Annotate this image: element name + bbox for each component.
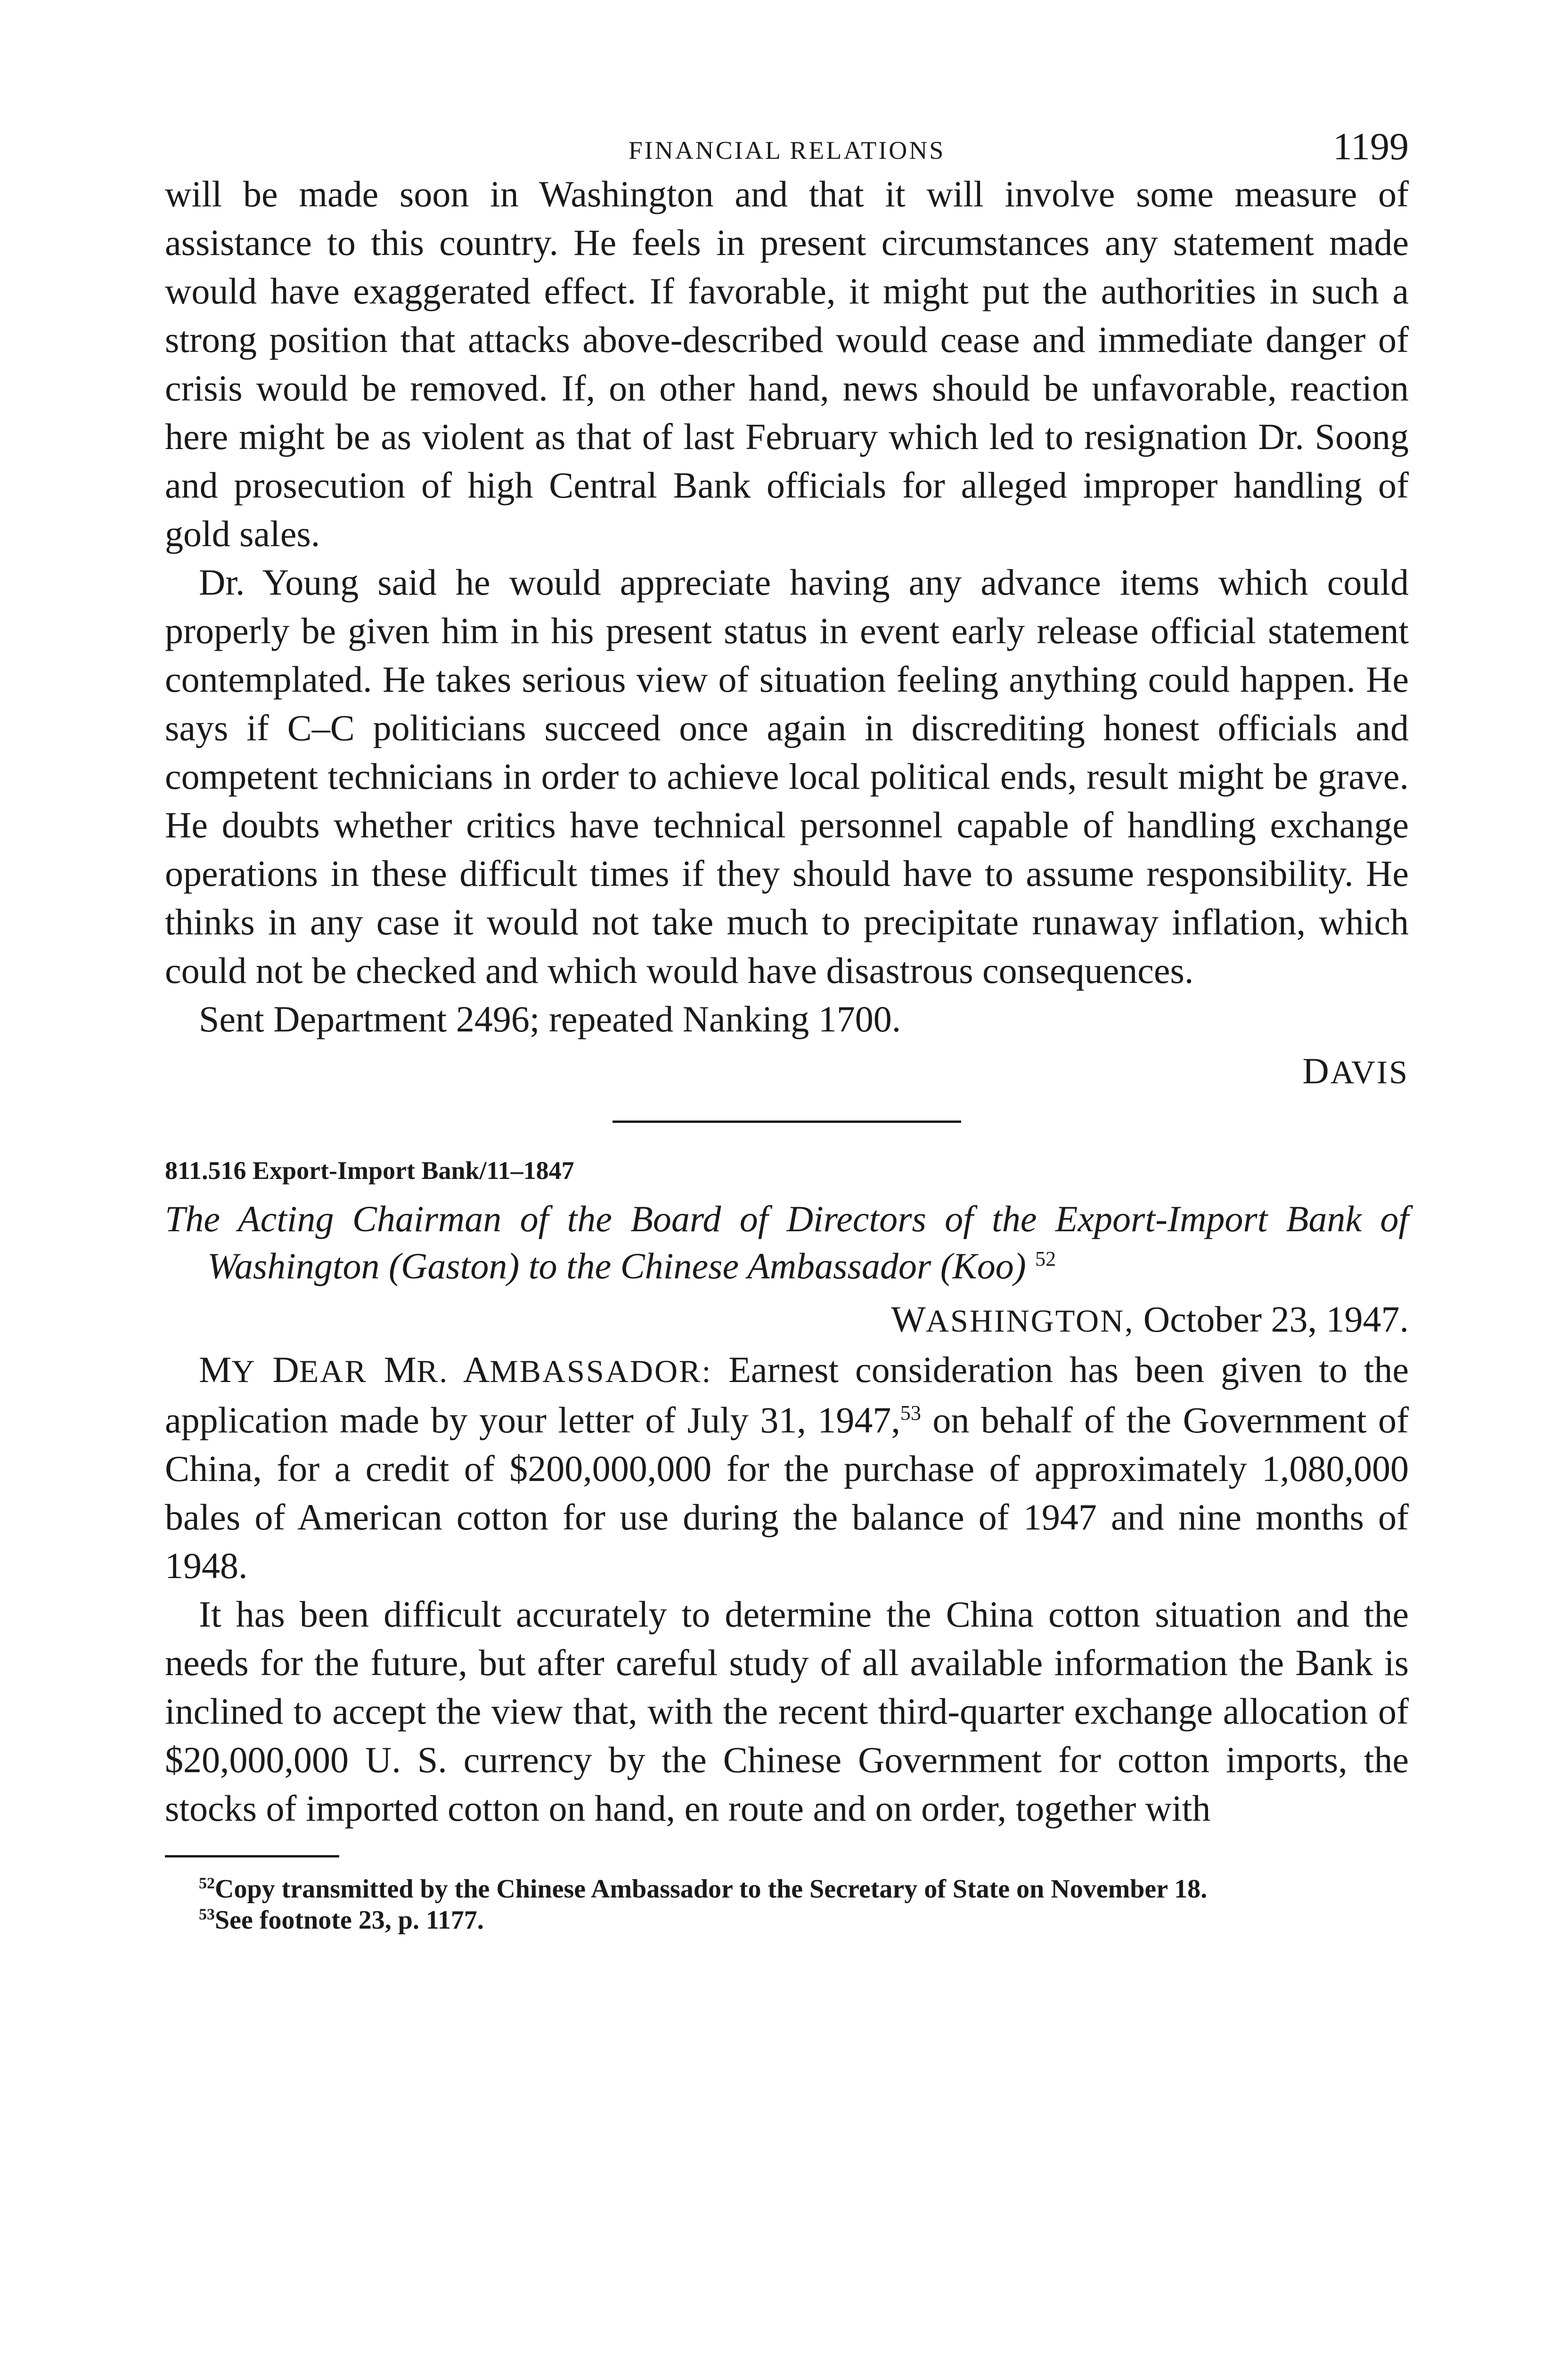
footnote-ref: 53 — [900, 1401, 921, 1424]
paragraph: It has been difficult accurately to determine the China cotton situation and the needs for the future, but after careful study of all available information the Bank is inclined to accept the view that, with the recent third-quarter exchange allocation of $20,000,000 U. S. currency by the Chinese Government for cotton imports, the stocks of imported cotton on hand, en route and on order, together with — [165, 1594, 1409, 1829]
footnote-divider — [165, 1855, 339, 1857]
signature — [165, 1050, 1409, 1097]
salutation — [199, 1349, 712, 1390]
footnote — [165, 1905, 1409, 1936]
document-title — [165, 1195, 1409, 1290]
document-title-text: The Acting Chairman of the Board of Directors of the Export-Import Bank of Washington (Gaston) to the Chinese Ambassador (Koo) — [165, 1198, 1409, 1286]
dateline-date: October 23, 1947. — [1143, 1299, 1409, 1340]
running-header — [165, 118, 1409, 170]
paragraph — [165, 1345, 1409, 1590]
salutation-rest: EAR — [299, 1353, 368, 1389]
footnote — [165, 1873, 1409, 1905]
paragraph: Sent Department 2496; repeated Nanking 1700. — [199, 998, 901, 1039]
telegram-continuation — [165, 170, 1409, 1043]
paragraph-text: Earnest consideration has been given to the application made by your letter of July 31, 1947, — [165, 1349, 1409, 1440]
running-title: FINANCIAL RELATIONS — [628, 136, 946, 164]
file-number: 811.516 Export-Import Bank/11–1847 — [165, 1156, 574, 1185]
signature-initial: D — [1302, 1050, 1331, 1091]
page — [165, 118, 1409, 1936]
paragraph: will be made soon in Washington and that it will involve some measure of assistance to this country. He feels in present circumstances any statement made would have exaggerated effect. If favorable, it might put the authorities in such a strong position that attacks above-described would cease and immediate danger of crisis would be removed. If, on other hand, news should be unfavorable, reaction here might be as violent as that of last February which led to resignation Dr. Soong and prosecution of high Central Bank officials for alleged improper handling of gold sales. — [165, 173, 1409, 554]
salutation-initial: M — [384, 1349, 416, 1390]
footnote-number: 53 — [199, 1906, 215, 1923]
footnote-text: Copy transmitted by the Chinese Ambassador to the Secretary of State on November 18. — [215, 1874, 1208, 1904]
salutation-rest: Y — [231, 1353, 256, 1389]
salutation-rest: R. — [416, 1353, 449, 1389]
salutation-rest: MBASSADOR: — [490, 1353, 712, 1389]
dateline-place-rest: ASHINGTON, — [925, 1303, 1135, 1339]
section-divider — [612, 1121, 961, 1123]
paragraph-text: on behalf of the Government of China, for a credit of $200,000,000 for the purchase of approximately 1,080,000 bales of American cotton for use during the balance of 1947 and nine months of 1948. — [165, 1399, 1409, 1586]
dateline — [165, 1298, 1409, 1341]
dateline-place-initial: W — [891, 1299, 926, 1340]
salutation-initial: M — [199, 1349, 232, 1390]
footnote-text: See footnote 23, p. 1177. — [215, 1906, 484, 1935]
letter-body — [165, 1345, 1409, 1832]
page-number: 1199 — [1333, 125, 1409, 168]
footnote-number: 52 — [199, 1874, 215, 1892]
salutation-initial: A — [463, 1349, 490, 1390]
signature-rest: AVIS — [1330, 1055, 1409, 1091]
paragraph: Dr. Young said he would appreciate having any advance items which could properly be given him in his present status in event early release official statement contemplated. He takes serious view of situation feeling anything could happen. He says if C–C politicians succeed once again in discrediting honest officials and competent technicians in order to achieve local political ends, result might be grave. He doubts whether critics have technical personnel capable of handling exchange operations in these difficult times if they should have to assume responsibility. He thinks in any case it would not take much to precipitate runaway inflation, which could not be checked and which would have disastrous consequences. — [165, 562, 1409, 991]
footnote-ref: 52 — [1035, 1247, 1056, 1270]
salutation-initial: D — [272, 1349, 299, 1390]
